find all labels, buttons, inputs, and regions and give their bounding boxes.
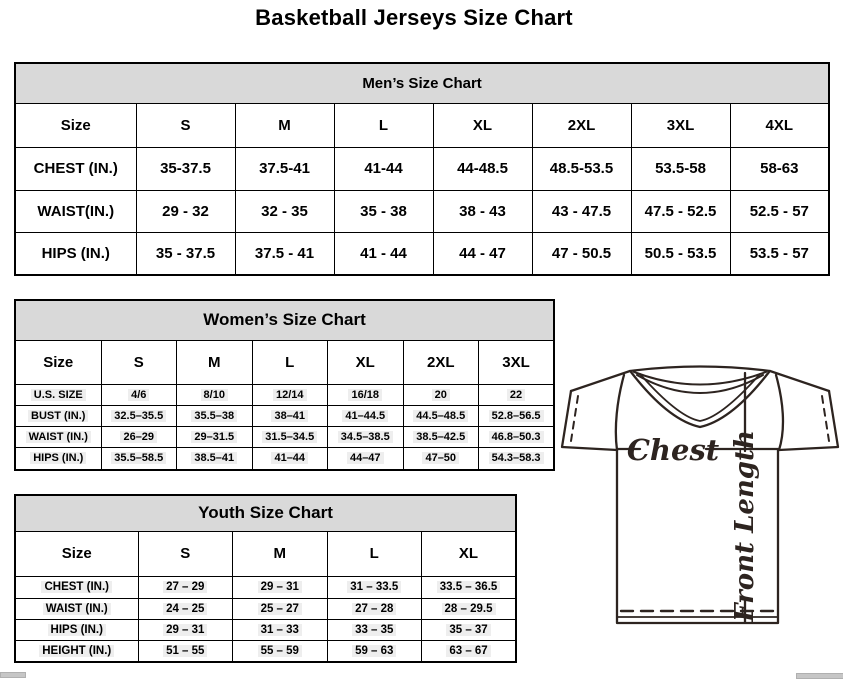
table-cell: 35 - 37.5 bbox=[136, 232, 235, 275]
row-label: HIPS (IN.) bbox=[15, 447, 101, 470]
row-label: CHEST (IN.) bbox=[15, 147, 136, 190]
table-title-row bbox=[15, 63, 829, 103]
column-header: S bbox=[136, 103, 235, 147]
table-header-row bbox=[15, 103, 829, 147]
table-cell: 27 – 29 bbox=[138, 576, 233, 598]
table-cell: 29 – 31 bbox=[233, 576, 328, 598]
table-cell: 44-48.5 bbox=[433, 147, 532, 190]
table-title-row bbox=[15, 300, 554, 340]
table-cell: 58-63 bbox=[730, 147, 829, 190]
column-header: Size bbox=[15, 103, 136, 147]
table-cell: 48.5-53.5 bbox=[532, 147, 631, 190]
column-header: 2XL bbox=[532, 103, 631, 147]
table-cell: 25 – 27 bbox=[233, 598, 328, 619]
table-cell: 20 bbox=[403, 384, 479, 405]
table-cell: 53.5 - 57 bbox=[730, 232, 829, 275]
table-cell: 27 – 28 bbox=[327, 598, 422, 619]
row-label: BUST (IN.) bbox=[15, 405, 101, 426]
row-label: WAIST (IN.) bbox=[15, 426, 101, 447]
table-header-row bbox=[15, 531, 516, 576]
table-title-row bbox=[15, 495, 516, 531]
table-row bbox=[15, 447, 554, 470]
scrollbar-fragment-left[interactable] bbox=[0, 672, 26, 678]
table-cell: 44 - 47 bbox=[433, 232, 532, 275]
table-cell: 38 - 43 bbox=[433, 190, 532, 232]
column-header: L bbox=[327, 531, 422, 576]
table-cell: 35 - 38 bbox=[334, 190, 433, 232]
table-cell: 47 - 50.5 bbox=[532, 232, 631, 275]
column-header: 3XL bbox=[631, 103, 730, 147]
table-cell: 35-37.5 bbox=[136, 147, 235, 190]
table-cell: 44–47 bbox=[328, 447, 404, 470]
womens-size-table bbox=[14, 299, 555, 471]
row-label: HIPS (IN.) bbox=[15, 619, 138, 640]
table-cell: 38–41 bbox=[252, 405, 328, 426]
table-cell: 31.5–34.5 bbox=[252, 426, 328, 447]
table-cell: 32.5–35.5 bbox=[101, 405, 177, 426]
column-header: L bbox=[334, 103, 433, 147]
table-row bbox=[15, 190, 829, 232]
table-cell: 8/10 bbox=[177, 384, 253, 405]
youth-table-title: Youth Size Chart bbox=[15, 495, 516, 531]
table-cell: 41–44 bbox=[252, 447, 328, 470]
table-cell: 54.3–58.3 bbox=[479, 447, 555, 470]
table-cell: 34.5–38.5 bbox=[328, 426, 404, 447]
page-title: Basketball Jerseys Size Chart bbox=[255, 5, 573, 30]
table-cell: 16/18 bbox=[328, 384, 404, 405]
table-cell: 28 – 29.5 bbox=[422, 598, 517, 619]
mens-table-title: Men’s Size Chart bbox=[15, 63, 829, 103]
table-cell: 47.5 - 52.5 bbox=[631, 190, 730, 232]
table-row bbox=[15, 576, 516, 598]
table-row bbox=[15, 640, 516, 662]
table-cell: 50.5 - 53.5 bbox=[631, 232, 730, 275]
table-cell: 47–50 bbox=[403, 447, 479, 470]
column-header: Size bbox=[15, 531, 138, 576]
column-header: S bbox=[101, 340, 177, 384]
column-header: 3XL bbox=[479, 340, 555, 384]
row-label: HIPS (IN.) bbox=[15, 232, 136, 275]
table-cell: 31 – 33.5 bbox=[327, 576, 422, 598]
row-label: HEIGHT (IN.) bbox=[15, 640, 138, 662]
table-cell: 37.5-41 bbox=[235, 147, 334, 190]
table-cell: 41–44.5 bbox=[328, 405, 404, 426]
table-cell: 41-44 bbox=[334, 147, 433, 190]
table-cell: 29 – 31 bbox=[138, 619, 233, 640]
table-cell: 51 – 55 bbox=[138, 640, 233, 662]
column-header: L bbox=[252, 340, 328, 384]
table-row bbox=[15, 426, 554, 447]
table-cell: 31 – 33 bbox=[233, 619, 328, 640]
chest-label: Chest bbox=[626, 433, 720, 467]
table-cell: 35.5–58.5 bbox=[101, 447, 177, 470]
column-header: 2XL bbox=[403, 340, 479, 384]
table-cell: 38.5–41 bbox=[177, 447, 253, 470]
table-cell: 41 - 44 bbox=[334, 232, 433, 275]
table-cell: 32 - 35 bbox=[235, 190, 334, 232]
table-cell: 26–29 bbox=[101, 426, 177, 447]
row-label: WAIST (IN.) bbox=[15, 598, 138, 619]
column-header: 4XL bbox=[730, 103, 829, 147]
jersey-measurement-diagram bbox=[552, 358, 843, 634]
column-header: XL bbox=[433, 103, 532, 147]
table-cell: 46.8–50.3 bbox=[479, 426, 555, 447]
table-cell: 59 – 63 bbox=[327, 640, 422, 662]
table-row bbox=[15, 405, 554, 426]
table-cell: 35.5–38 bbox=[177, 405, 253, 426]
row-label: U.S. SIZE bbox=[15, 384, 101, 405]
table-cell: 4/6 bbox=[101, 384, 177, 405]
scrollbar-fragment-right[interactable] bbox=[796, 673, 843, 679]
front-length-label: Front Length bbox=[730, 430, 760, 622]
table-cell: 38.5–42.5 bbox=[403, 426, 479, 447]
table-cell: 29 - 32 bbox=[136, 190, 235, 232]
table-row bbox=[15, 147, 829, 190]
row-label: CHEST (IN.) bbox=[15, 576, 138, 598]
table-cell: 24 – 25 bbox=[138, 598, 233, 619]
table-cell: 44.5–48.5 bbox=[403, 405, 479, 426]
column-header: Size bbox=[15, 340, 101, 384]
table-cell: 12/14 bbox=[252, 384, 328, 405]
table-cell: 33 – 35 bbox=[327, 619, 422, 640]
table-row bbox=[15, 384, 554, 405]
table-cell: 29–31.5 bbox=[177, 426, 253, 447]
youth-size-table bbox=[14, 494, 517, 663]
table-row bbox=[15, 232, 829, 275]
column-header: XL bbox=[422, 531, 517, 576]
row-label: WAIST(IN.) bbox=[15, 190, 136, 232]
jersey-diagram-icon bbox=[552, 358, 843, 634]
table-cell: 53.5-58 bbox=[631, 147, 730, 190]
column-header: S bbox=[138, 531, 233, 576]
table-cell: 33.5 – 36.5 bbox=[422, 576, 517, 598]
table-row bbox=[15, 598, 516, 619]
mens-size-table bbox=[14, 62, 830, 276]
table-cell: 43 - 47.5 bbox=[532, 190, 631, 232]
column-header: M bbox=[235, 103, 334, 147]
column-header: M bbox=[233, 531, 328, 576]
table-cell: 55 – 59 bbox=[233, 640, 328, 662]
table-cell: 22 bbox=[479, 384, 555, 405]
table-header-row bbox=[15, 340, 554, 384]
womens-table-title: Women’s Size Chart bbox=[15, 300, 554, 340]
table-cell: 52.8–56.5 bbox=[479, 405, 555, 426]
table-cell: 35 – 37 bbox=[422, 619, 517, 640]
table-cell: 37.5 - 41 bbox=[235, 232, 334, 275]
column-header: M bbox=[177, 340, 253, 384]
column-header: XL bbox=[328, 340, 404, 384]
table-cell: 63 – 67 bbox=[422, 640, 517, 662]
table-row bbox=[15, 619, 516, 640]
table-cell: 52.5 - 57 bbox=[730, 190, 829, 232]
